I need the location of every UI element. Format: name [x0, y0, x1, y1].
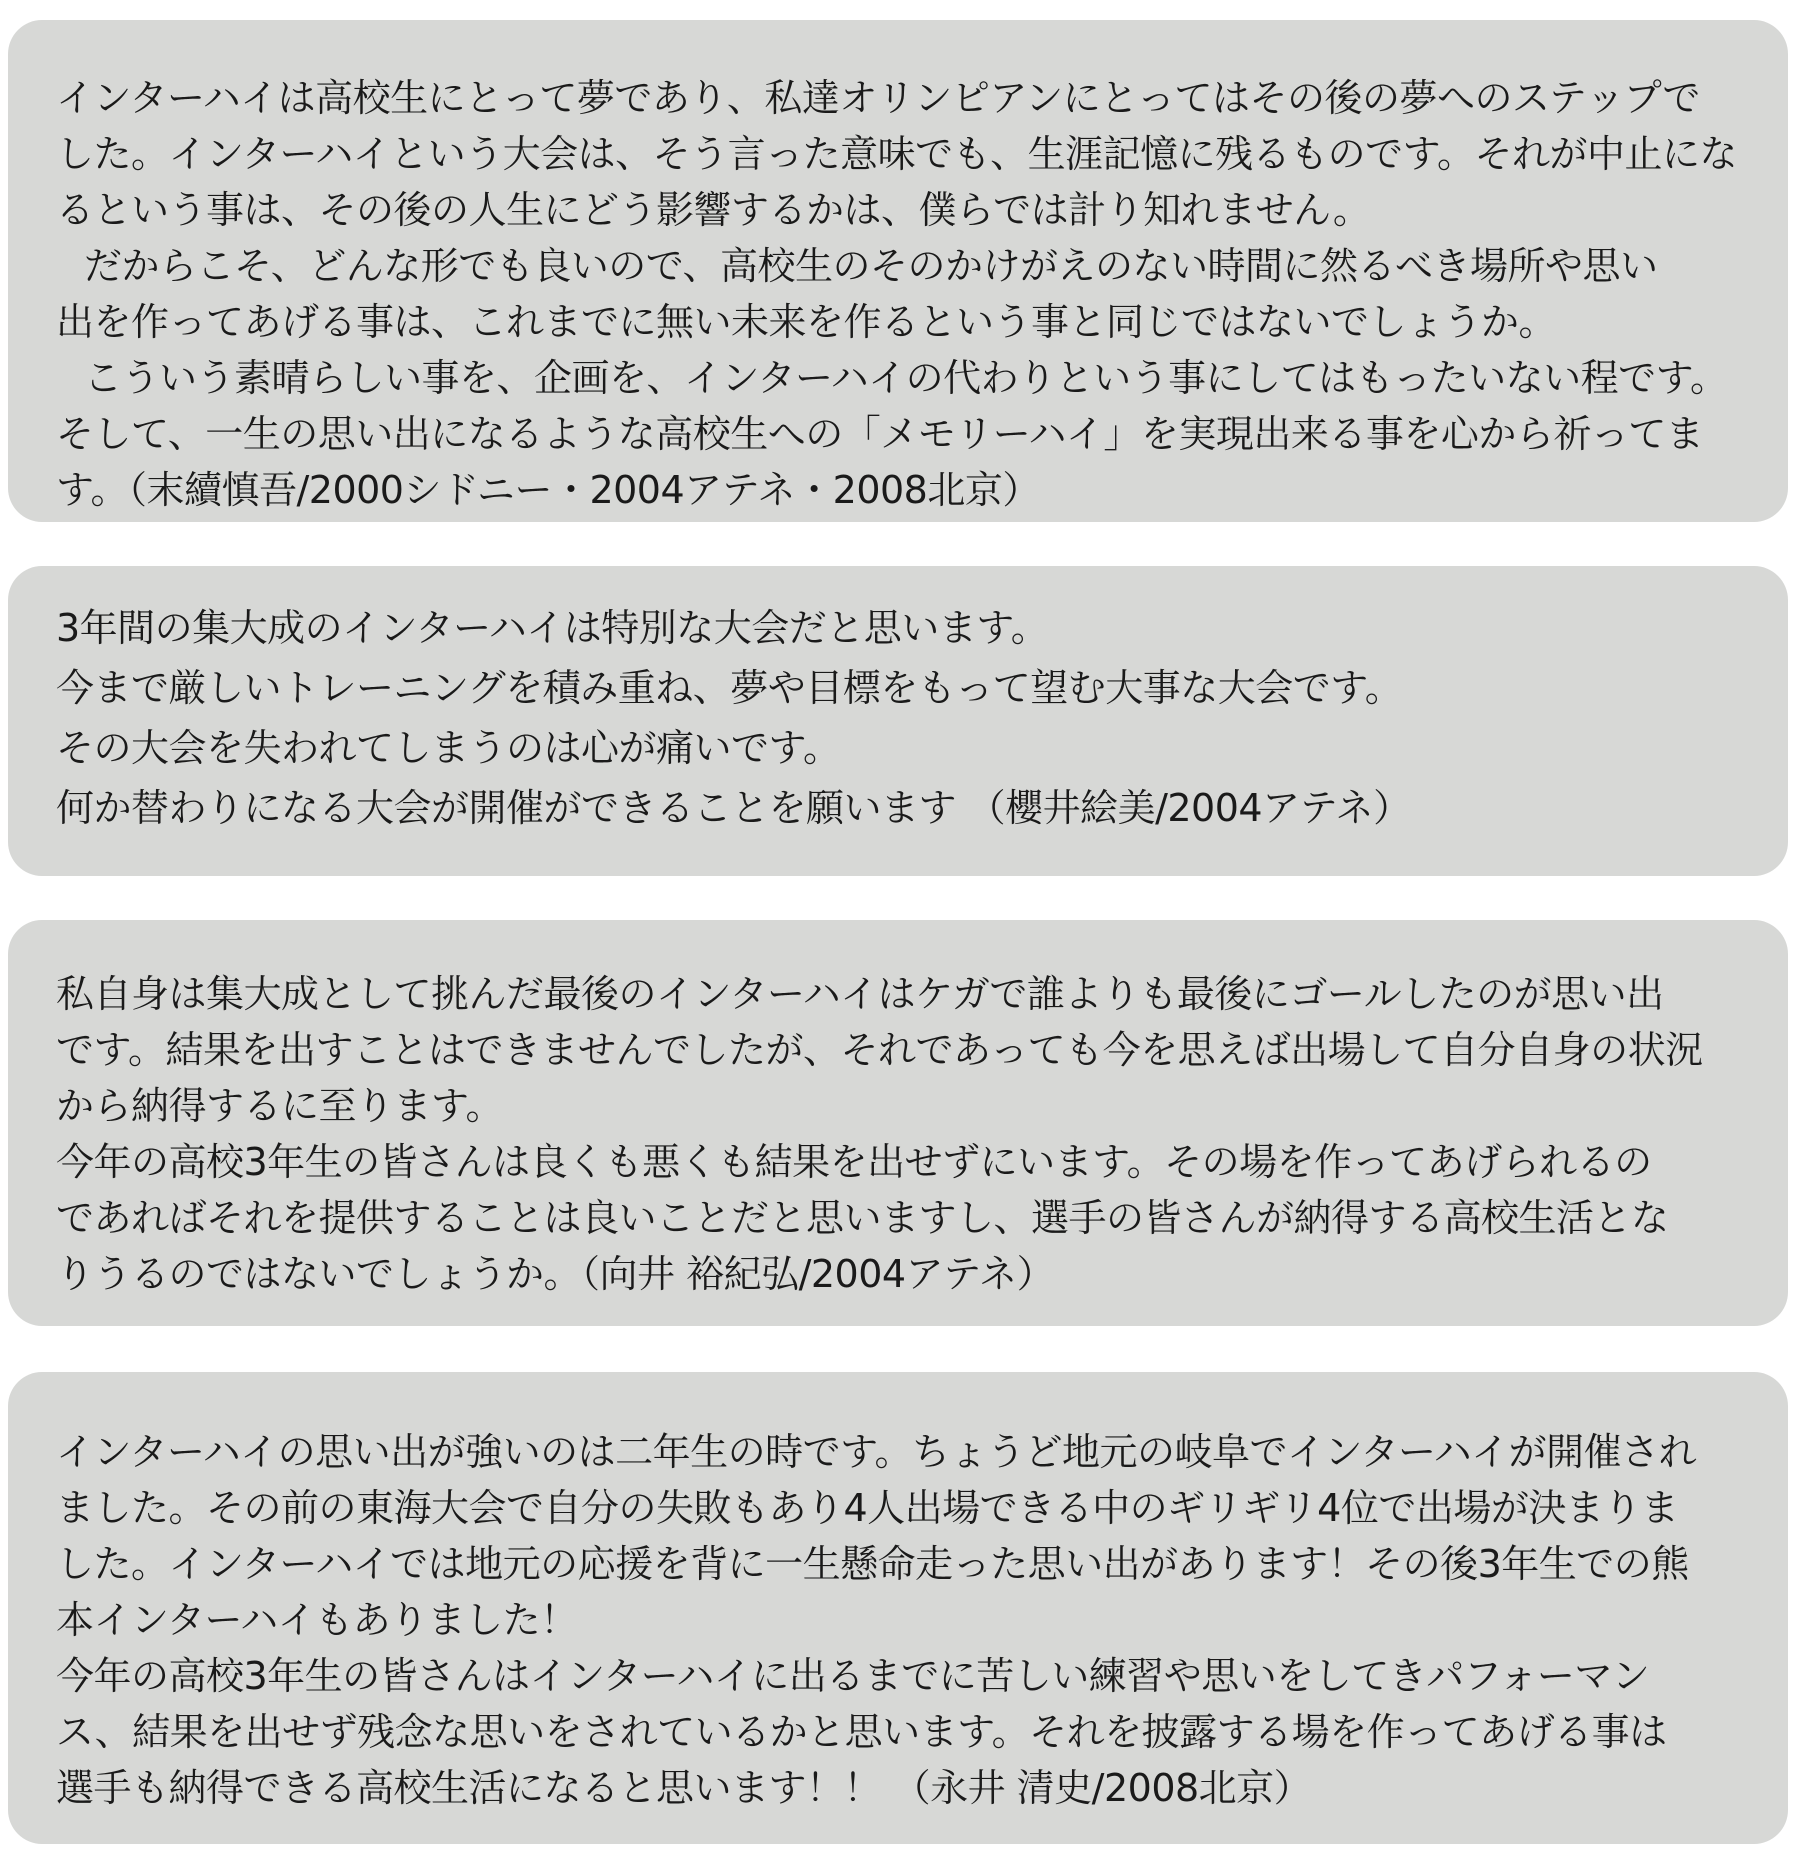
message-line: した。インターハイという大会は、そう言った意味でも、生涯記憶に残るものです。それが中止にな [56, 132, 1738, 176]
message-line: そして、一生の思い出になるような高校生への「メモリーハイ」を実現出来る事を心から祈ってま [56, 412, 1704, 456]
message-line: であればそれを提供することは良いことだと思いますし、選手の皆さんが納得する高校生活とな [56, 1196, 1669, 1240]
message-line: だからこそ、どんな形でも良いので、高校生のそのかけがえのない時間に然るべき場所や思い [84, 244, 1658, 288]
message-line: 今年の高校3年生の皆さんは良くも悪くも結果を出せずにいます。その場を作ってあげられるの [56, 1140, 1652, 1184]
message-line: です。結果を出すことはできませんでしたが、それであっても今を思えば出場して自分自身の状況 [56, 1028, 1703, 1072]
message-line: ました。その前の東海大会で自分の失敗もあり4人出場できる中のギリギリ4位で出場が決まりま [56, 1486, 1679, 1530]
message-line: 選手も納得できる高校生活になると思います！！ （永井 清史/2008北京） [56, 1766, 1312, 1810]
message-line: るという事は、その後の人生にどう影響するかは、僕らでは計り知れません。 [56, 188, 1371, 232]
message-line: インターハイの思い出が強いのは二年生の時です。ちょうど地元の岐阜でインターハイが開催され [56, 1430, 1697, 1474]
message-line: した。インターハイでは地元の応援を背に一生懸命走った思い出があります！その後3年生での熊 [56, 1542, 1689, 1586]
message-line: その大会を失われてしまうのは心が痛いです。 [56, 726, 841, 770]
message-line: 何か替わりになる大会が開催ができることを願います （櫻井絵美/2004アテネ） [56, 786, 1411, 830]
message-line: 本インターハイもありました！ [56, 1598, 578, 1642]
message-line: 出を作ってあげる事は、これまでに無い未来を作るという事と同じではないでしょうか。 [56, 300, 1557, 344]
message-card-sakurai [8, 566, 1788, 876]
message-line: 今年の高校3年生の皆さんはインターハイに出るまでに苦しい練習や思いをしてきパフォーマン [56, 1654, 1650, 1698]
message-line: ス、結果を出せず残念な思いをされているかと思います。それを披露する場を作ってあげる事は [56, 1710, 1667, 1754]
message-card-suetsugu [8, 20, 1788, 522]
message-line: 3年間の集大成のインターハイは特別な大会だと思います。 [56, 606, 1049, 650]
message-line: りうるのではないでしょうか。（向井 裕紀弘/2004アテネ） [56, 1252, 1055, 1296]
message-line: す。（末續慎吾/2000シドニー・2004アテネ・2008北京） [56, 468, 1040, 512]
message-card-nagai [8, 1372, 1788, 1844]
message-line: こういう素晴らしい事を、企画を、インターハイの代わりという事にしてはもったいない程です。 [84, 356, 1728, 400]
message-card-mukai [8, 920, 1788, 1326]
message-line: から納得するに至ります。 [56, 1084, 503, 1128]
message-line: インターハイは高校生にとって夢であり、私達オリンピアンにとってはその後の夢へのステップで [56, 76, 1700, 120]
message-line: 今まで厳しいトレーニングを積み重ね、夢や目標をもって望む大事な大会です。 [56, 666, 1403, 710]
message-line: 私自身は集大成として挑んだ最後のインターハイはケガで誰よりも最後にゴールしたのが思い出 [56, 972, 1664, 1016]
